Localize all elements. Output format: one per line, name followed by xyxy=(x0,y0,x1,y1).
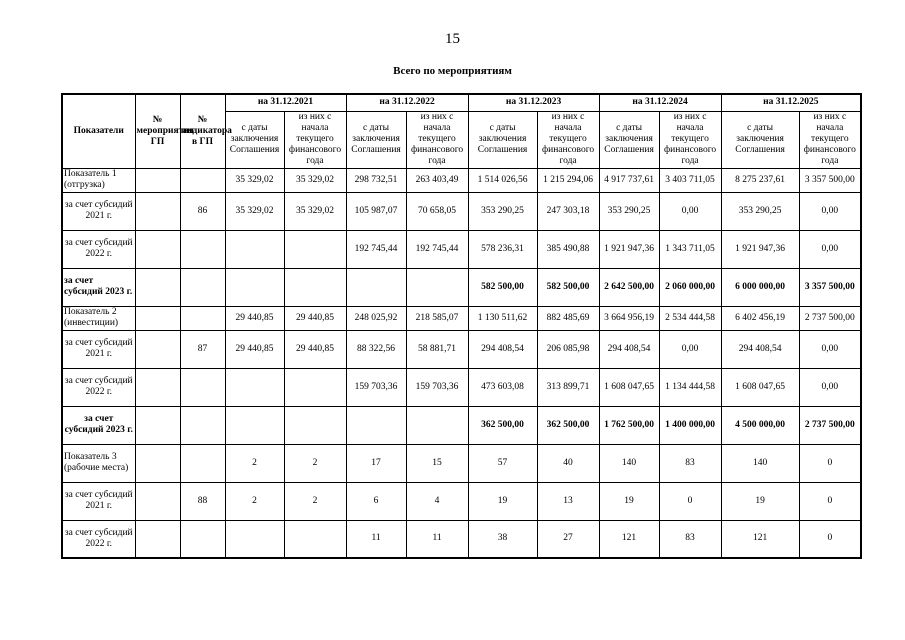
value-cell: 362 500,00 xyxy=(537,406,599,444)
header-indicators: Показатели xyxy=(62,94,135,168)
value-cell: 140 xyxy=(721,444,799,482)
value-cell: 38 xyxy=(468,520,537,558)
value-cell: 0,00 xyxy=(659,330,721,368)
value-cell: 159 703,36 xyxy=(346,368,406,406)
value-cell: 3 357 500,00 xyxy=(799,268,861,306)
value-cell: 140 xyxy=(599,444,659,482)
row-label: за счет субсидий 2023 г. xyxy=(62,406,135,444)
value-cell: 353 290,25 xyxy=(468,192,537,230)
row-label: Показатель 3 (рабочие места) xyxy=(62,444,135,482)
value-cell: 192 745,44 xyxy=(406,230,468,268)
value-cell: 3 664 956,19 xyxy=(599,306,659,330)
value-cell: 0 xyxy=(799,444,861,482)
value-cell: 0,00 xyxy=(799,330,861,368)
value-cell xyxy=(225,230,284,268)
value-cell: 582 500,00 xyxy=(468,268,537,306)
event-number xyxy=(135,230,180,268)
value-cell: 29 440,85 xyxy=(225,330,284,368)
value-cell: 192 745,44 xyxy=(346,230,406,268)
table-row xyxy=(62,168,861,192)
table-row xyxy=(62,520,861,558)
value-cell: 2 642 500,00 xyxy=(599,268,659,306)
table-row xyxy=(62,268,861,306)
value-cell: 362 500,00 xyxy=(468,406,537,444)
event-number xyxy=(135,406,180,444)
value-cell: 83 xyxy=(659,444,721,482)
value-cell xyxy=(225,520,284,558)
value-cell: 88 322,56 xyxy=(346,330,406,368)
value-cell: 294 408,54 xyxy=(721,330,799,368)
table-row xyxy=(62,368,861,406)
value-cell: 105 987,07 xyxy=(346,192,406,230)
row-label: за счет субсидий 2021 г. xyxy=(62,482,135,520)
header-date-2023: на 31.12.2023 xyxy=(468,94,599,111)
value-cell: 17 xyxy=(346,444,406,482)
value-cell xyxy=(406,268,468,306)
table-row xyxy=(62,444,861,482)
value-cell: 298 732,51 xyxy=(346,168,406,192)
value-cell: 1 134 444,58 xyxy=(659,368,721,406)
value-cell: 353 290,25 xyxy=(721,192,799,230)
value-cell: 1 608 047,65 xyxy=(599,368,659,406)
value-cell: 8 275 237,61 xyxy=(721,168,799,192)
value-cell: 2 xyxy=(284,482,346,520)
value-cell: 294 408,54 xyxy=(599,330,659,368)
indicator-number: 88 xyxy=(180,482,225,520)
row-label: за счет субсидий 2022 г. xyxy=(62,520,135,558)
subheader-since-year-start: из них с начала текущего финансового года xyxy=(659,111,721,168)
value-cell: 13 xyxy=(537,482,599,520)
value-cell: 1 130 511,62 xyxy=(468,306,537,330)
value-cell: 2 060 000,00 xyxy=(659,268,721,306)
row-label: за счет субсидий 2023 г. xyxy=(62,268,135,306)
value-cell: 121 xyxy=(721,520,799,558)
value-cell: 263 403,49 xyxy=(406,168,468,192)
value-cell: 0,00 xyxy=(659,192,721,230)
header-date-2025: на 31.12.2025 xyxy=(721,94,861,111)
value-cell: 159 703,36 xyxy=(406,368,468,406)
value-cell: 0 xyxy=(799,520,861,558)
value-cell: 882 485,69 xyxy=(537,306,599,330)
value-cell: 385 490,88 xyxy=(537,230,599,268)
value-cell: 1 921 947,36 xyxy=(721,230,799,268)
page-title: Всего по мероприятиям xyxy=(393,65,512,77)
value-cell: 35 329,02 xyxy=(284,192,346,230)
row-label: Показатель 1 (отгрузка) xyxy=(62,168,135,192)
header-date-2024: на 31.12.2024 xyxy=(599,94,721,111)
value-cell: 582 500,00 xyxy=(537,268,599,306)
value-cell xyxy=(284,368,346,406)
header-date-2021: на 31.12.2021 xyxy=(225,94,346,111)
indicator-number: 87 xyxy=(180,330,225,368)
value-cell: 4 500 000,00 xyxy=(721,406,799,444)
value-cell xyxy=(284,230,346,268)
value-cell xyxy=(284,520,346,558)
value-cell: 2 xyxy=(225,482,284,520)
value-cell: 3 357 500,00 xyxy=(799,168,861,192)
subheader-since-agreement: с даты заключения Соглашения xyxy=(225,111,284,168)
data-table xyxy=(61,93,862,559)
value-cell: 83 xyxy=(659,520,721,558)
indicator-number xyxy=(180,406,225,444)
value-cell: 58 881,71 xyxy=(406,330,468,368)
event-number xyxy=(135,192,180,230)
value-cell: 27 xyxy=(537,520,599,558)
value-cell: 1 400 000,00 xyxy=(659,406,721,444)
table-row xyxy=(62,192,861,230)
value-cell: 294 408,54 xyxy=(468,330,537,368)
row-label: Показатель 2 (инвестиции) xyxy=(62,306,135,330)
event-number xyxy=(135,268,180,306)
value-cell: 1 343 711,05 xyxy=(659,230,721,268)
value-cell: 35 329,02 xyxy=(284,168,346,192)
indicator-number xyxy=(180,268,225,306)
value-cell: 1 921 947,36 xyxy=(599,230,659,268)
value-cell: 2 xyxy=(225,444,284,482)
value-cell: 19 xyxy=(468,482,537,520)
event-number xyxy=(135,330,180,368)
indicator-number xyxy=(180,368,225,406)
indicator-number xyxy=(180,306,225,330)
value-cell: 6 000 000,00 xyxy=(721,268,799,306)
value-cell: 2 534 444,58 xyxy=(659,306,721,330)
value-cell: 2 737 500,00 xyxy=(799,406,861,444)
value-cell: 11 xyxy=(406,520,468,558)
event-number xyxy=(135,482,180,520)
value-cell: 206 085,98 xyxy=(537,330,599,368)
value-cell: 353 290,25 xyxy=(599,192,659,230)
value-cell xyxy=(346,268,406,306)
row-label: за счет субсидий 2021 г. xyxy=(62,330,135,368)
subheader-since-year-start: из них с начала текущего финансового года xyxy=(799,111,861,168)
value-cell: 0,00 xyxy=(799,192,861,230)
subheader-since-agreement: с даты заключения Соглашения xyxy=(346,111,406,168)
value-cell: 248 025,92 xyxy=(346,306,406,330)
value-cell: 473 603,08 xyxy=(468,368,537,406)
value-cell: 121 xyxy=(599,520,659,558)
indicator-number xyxy=(180,520,225,558)
event-number xyxy=(135,368,180,406)
value-cell xyxy=(406,406,468,444)
event-number xyxy=(135,444,180,482)
value-cell xyxy=(284,406,346,444)
value-cell: 218 585,07 xyxy=(406,306,468,330)
value-cell: 247 303,18 xyxy=(537,192,599,230)
value-cell: 57 xyxy=(468,444,537,482)
value-cell: 3 403 711,05 xyxy=(659,168,721,192)
value-cell: 6 402 456,19 xyxy=(721,306,799,330)
value-cell: 2 xyxy=(284,444,346,482)
table-row xyxy=(62,306,861,330)
value-cell: 29 440,85 xyxy=(284,306,346,330)
subheader-since-year-start: из них с начала текущего финансового года xyxy=(284,111,346,168)
value-cell: 35 329,02 xyxy=(225,168,284,192)
subheader-since-agreement: с даты заключения Соглашения xyxy=(599,111,659,168)
value-cell: 0,00 xyxy=(799,368,861,406)
value-cell xyxy=(225,268,284,306)
value-cell: 1 608 047,65 xyxy=(721,368,799,406)
value-cell xyxy=(346,406,406,444)
subheader-since-year-start: из них с начала текущего финансового года xyxy=(406,111,468,168)
value-cell: 1 762 500,00 xyxy=(599,406,659,444)
event-number xyxy=(135,520,180,558)
value-cell xyxy=(225,406,284,444)
value-cell: 6 xyxy=(346,482,406,520)
indicator-number xyxy=(180,444,225,482)
indicator-number: 86 xyxy=(180,192,225,230)
value-cell: 11 xyxy=(346,520,406,558)
subheader-since-agreement: с даты заключения Соглашения xyxy=(721,111,799,168)
value-cell: 0 xyxy=(799,482,861,520)
value-cell: 4 xyxy=(406,482,468,520)
value-cell: 19 xyxy=(599,482,659,520)
event-number xyxy=(135,306,180,330)
table-row xyxy=(62,330,861,368)
value-cell xyxy=(225,368,284,406)
value-cell: 1 514 026,56 xyxy=(468,168,537,192)
header-date-2022: на 31.12.2022 xyxy=(346,94,468,111)
value-cell: 4 917 737,61 xyxy=(599,168,659,192)
subheader-since-year-start: из них с начала текущего финансового года xyxy=(537,111,599,168)
value-cell: 29 440,85 xyxy=(225,306,284,330)
value-cell: 0,00 xyxy=(799,230,861,268)
event-number xyxy=(135,168,180,192)
value-cell: 1 215 294,06 xyxy=(537,168,599,192)
value-cell: 19 xyxy=(721,482,799,520)
value-cell: 29 440,85 xyxy=(284,330,346,368)
value-cell: 70 658,05 xyxy=(406,192,468,230)
row-label: за счет субсидий 2022 г. xyxy=(62,230,135,268)
table-row xyxy=(62,230,861,268)
value-cell: 0 xyxy=(659,482,721,520)
header-event-no: № мероприятия ГП xyxy=(135,94,180,168)
row-label: за счет субсидий 2022 г. xyxy=(62,368,135,406)
table-row xyxy=(62,406,861,444)
value-cell: 578 236,31 xyxy=(468,230,537,268)
value-cell: 2 737 500,00 xyxy=(799,306,861,330)
header-indicator-no: № индикатора в ГП xyxy=(180,94,225,168)
value-cell: 35 329,02 xyxy=(225,192,284,230)
value-cell: 40 xyxy=(537,444,599,482)
indicator-number xyxy=(180,230,225,268)
page-number: 15 xyxy=(445,31,460,47)
subheader-since-agreement: с даты заключения Соглашения xyxy=(468,111,537,168)
value-cell xyxy=(284,268,346,306)
row-label: за счет субсидий 2021 г. xyxy=(62,192,135,230)
value-cell: 15 xyxy=(406,444,468,482)
table-row xyxy=(62,482,861,520)
value-cell: 313 899,71 xyxy=(537,368,599,406)
indicator-number xyxy=(180,168,225,192)
